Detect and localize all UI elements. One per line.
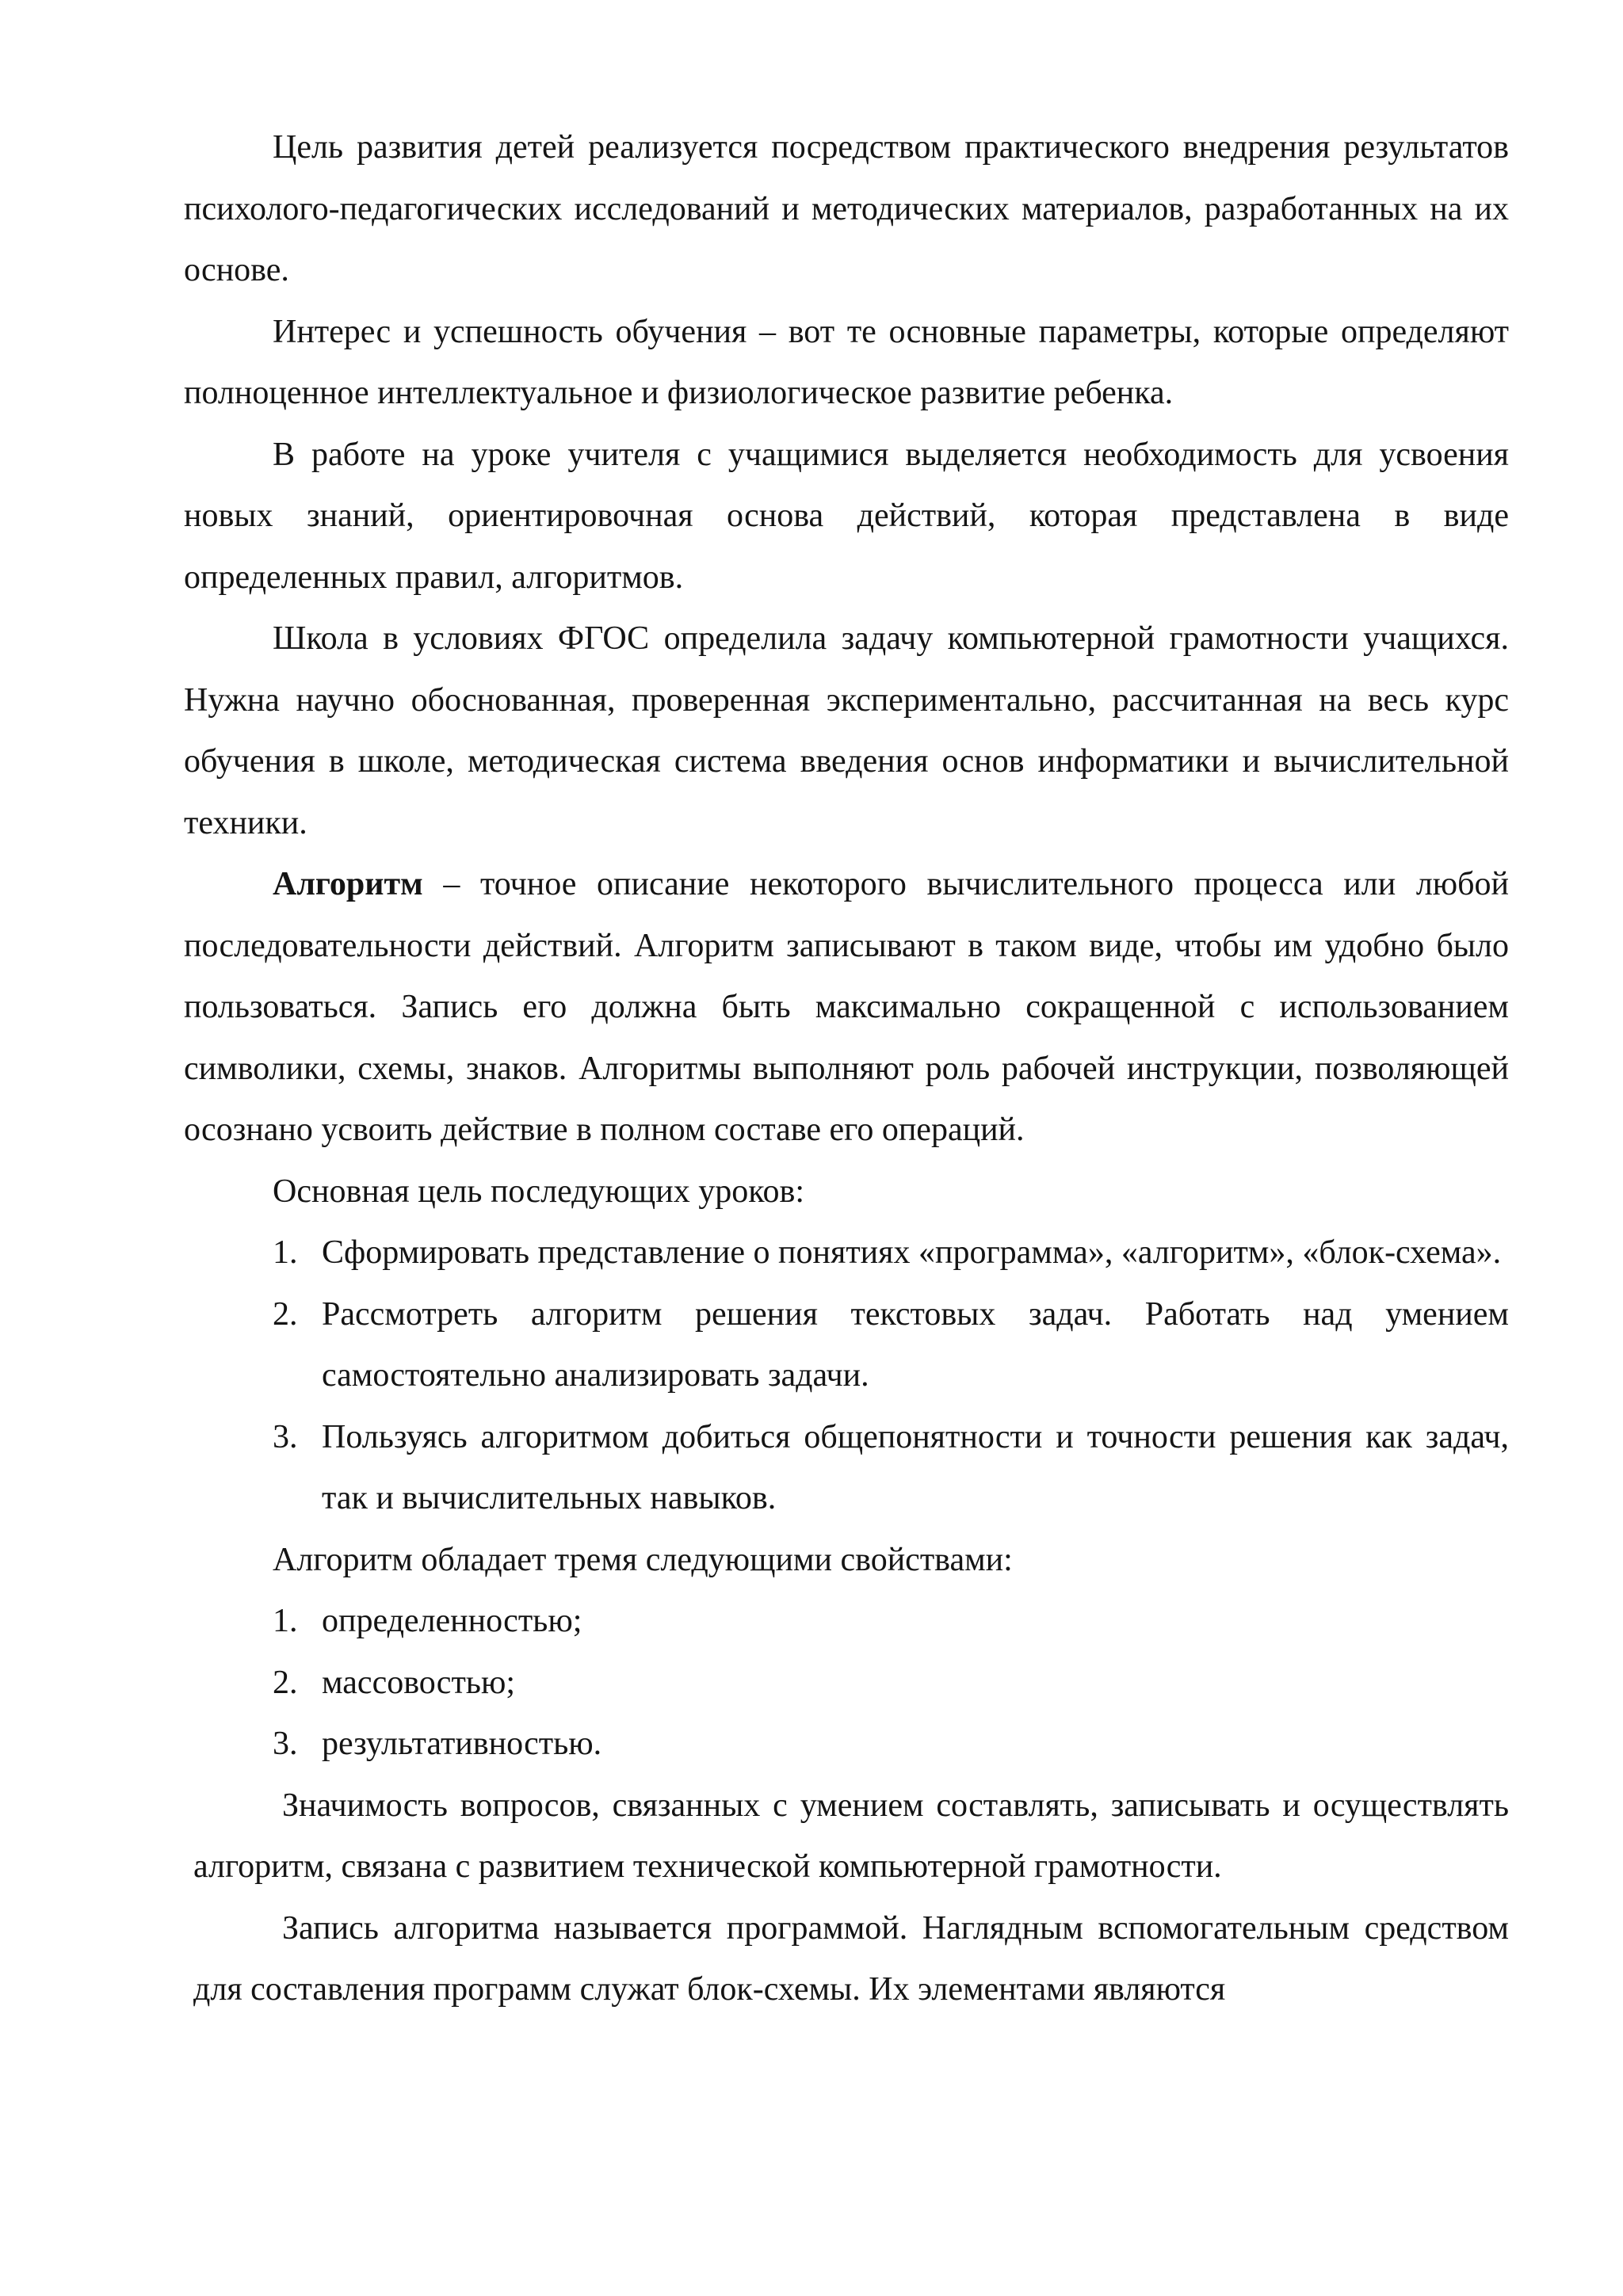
properties-intro: Алгоритм обладает тремя следующими свойствами:	[273, 1541, 1013, 1578]
paragraph-lesson-work: В работе на уроке учителя с учащимися выделяется необходимость для усвоения новых знаний, ориентировочная основа действий, которая представлена в виде определенных правил, алгоритмов.	[184, 436, 1509, 596]
paragraph-school-fgos: Школа в условиях ФГОС определила задачу компьютерной грамотности учащихся. Нужна научно обоснованная, проверенная экспериментально, рассчитанная на весь курс обучения в школе, методическая система введения основ информатики и вычислительной техники.	[184, 620, 1509, 841]
list-item	[273, 1222, 1509, 1284]
list-item-text: массовостью;	[322, 1664, 516, 1701]
list-item-number: 2.	[273, 1295, 298, 1333]
list-item-text: результативностью.	[322, 1726, 602, 1762]
paragraph-significance: Значимость вопросов, связанных с умением составлять, записывать и осуществлять алгоритм, связана с развитием технической компьютерной грамотности.	[193, 1787, 1509, 1885]
document-page	[184, 117, 1509, 2021]
list-item-number: 3.	[273, 1726, 298, 1762]
paragraph-development-goal: Цель развития детей реализуется посредством практического внедрения результатов психолого-педагогических исследований и методических материалов, разработанных на их основе.	[184, 129, 1509, 288]
paragraph-interest: Интерес и успешность обучения – вот те основные параметры, которые определяют полноценное интеллектуальное и физиологическое развитие ребенка.	[184, 313, 1509, 411]
goals-list	[184, 1222, 1509, 1530]
list-item-text: определенностью;	[322, 1603, 582, 1639]
list-item-number: 3.	[273, 1418, 298, 1455]
list-item-number: 2.	[273, 1664, 298, 1701]
list-item	[273, 1591, 1509, 1653]
list-item	[273, 1714, 1509, 1775]
list-item-number: 1.	[273, 1234, 298, 1271]
algorithm-definition-text: – точное описание некоторого вычислительного процесса или любой последовательности действий. Алгоритм записывают в таком виде, чтобы им удобно было пользоваться. Запись его должна быть максимально сокращенной с использованием символики, схемы, знаков. Алгоритмы выполняют роль рабочей инструкции, позволяющей осознано усвоить действие в полном составе его операций.	[184, 866, 1509, 1148]
list-item-number: 1.	[273, 1603, 298, 1639]
list-item	[273, 1653, 1509, 1714]
term-algorithm: Алгоритм	[273, 866, 423, 902]
list-item-text: Сформировать представление о понятиях «программа», «алгоритм», «блок-схема».	[322, 1234, 1502, 1271]
list-item-text: Пользуясь алгоритмом добиться общепонятности и точности решения как задач, так и вычислительных навыков.	[322, 1418, 1509, 1516]
list-item-text: Рассмотреть алгоритм решения текстовых задач. Работать над умением самостоятельно анализировать задачи.	[322, 1295, 1509, 1394]
paragraph-algorithm-definition	[184, 854, 1509, 1161]
goals-intro: Основная цель последующих уроков:	[273, 1173, 804, 1210]
list-item	[273, 1284, 1509, 1407]
list-item	[273, 1407, 1509, 1530]
properties-list	[184, 1591, 1509, 1775]
paragraph-program-record: Запись алгоритма называется программой. Наглядным вспомогательным средством для составления программ служат блок-схемы. Их элементами являются	[193, 1909, 1509, 2008]
